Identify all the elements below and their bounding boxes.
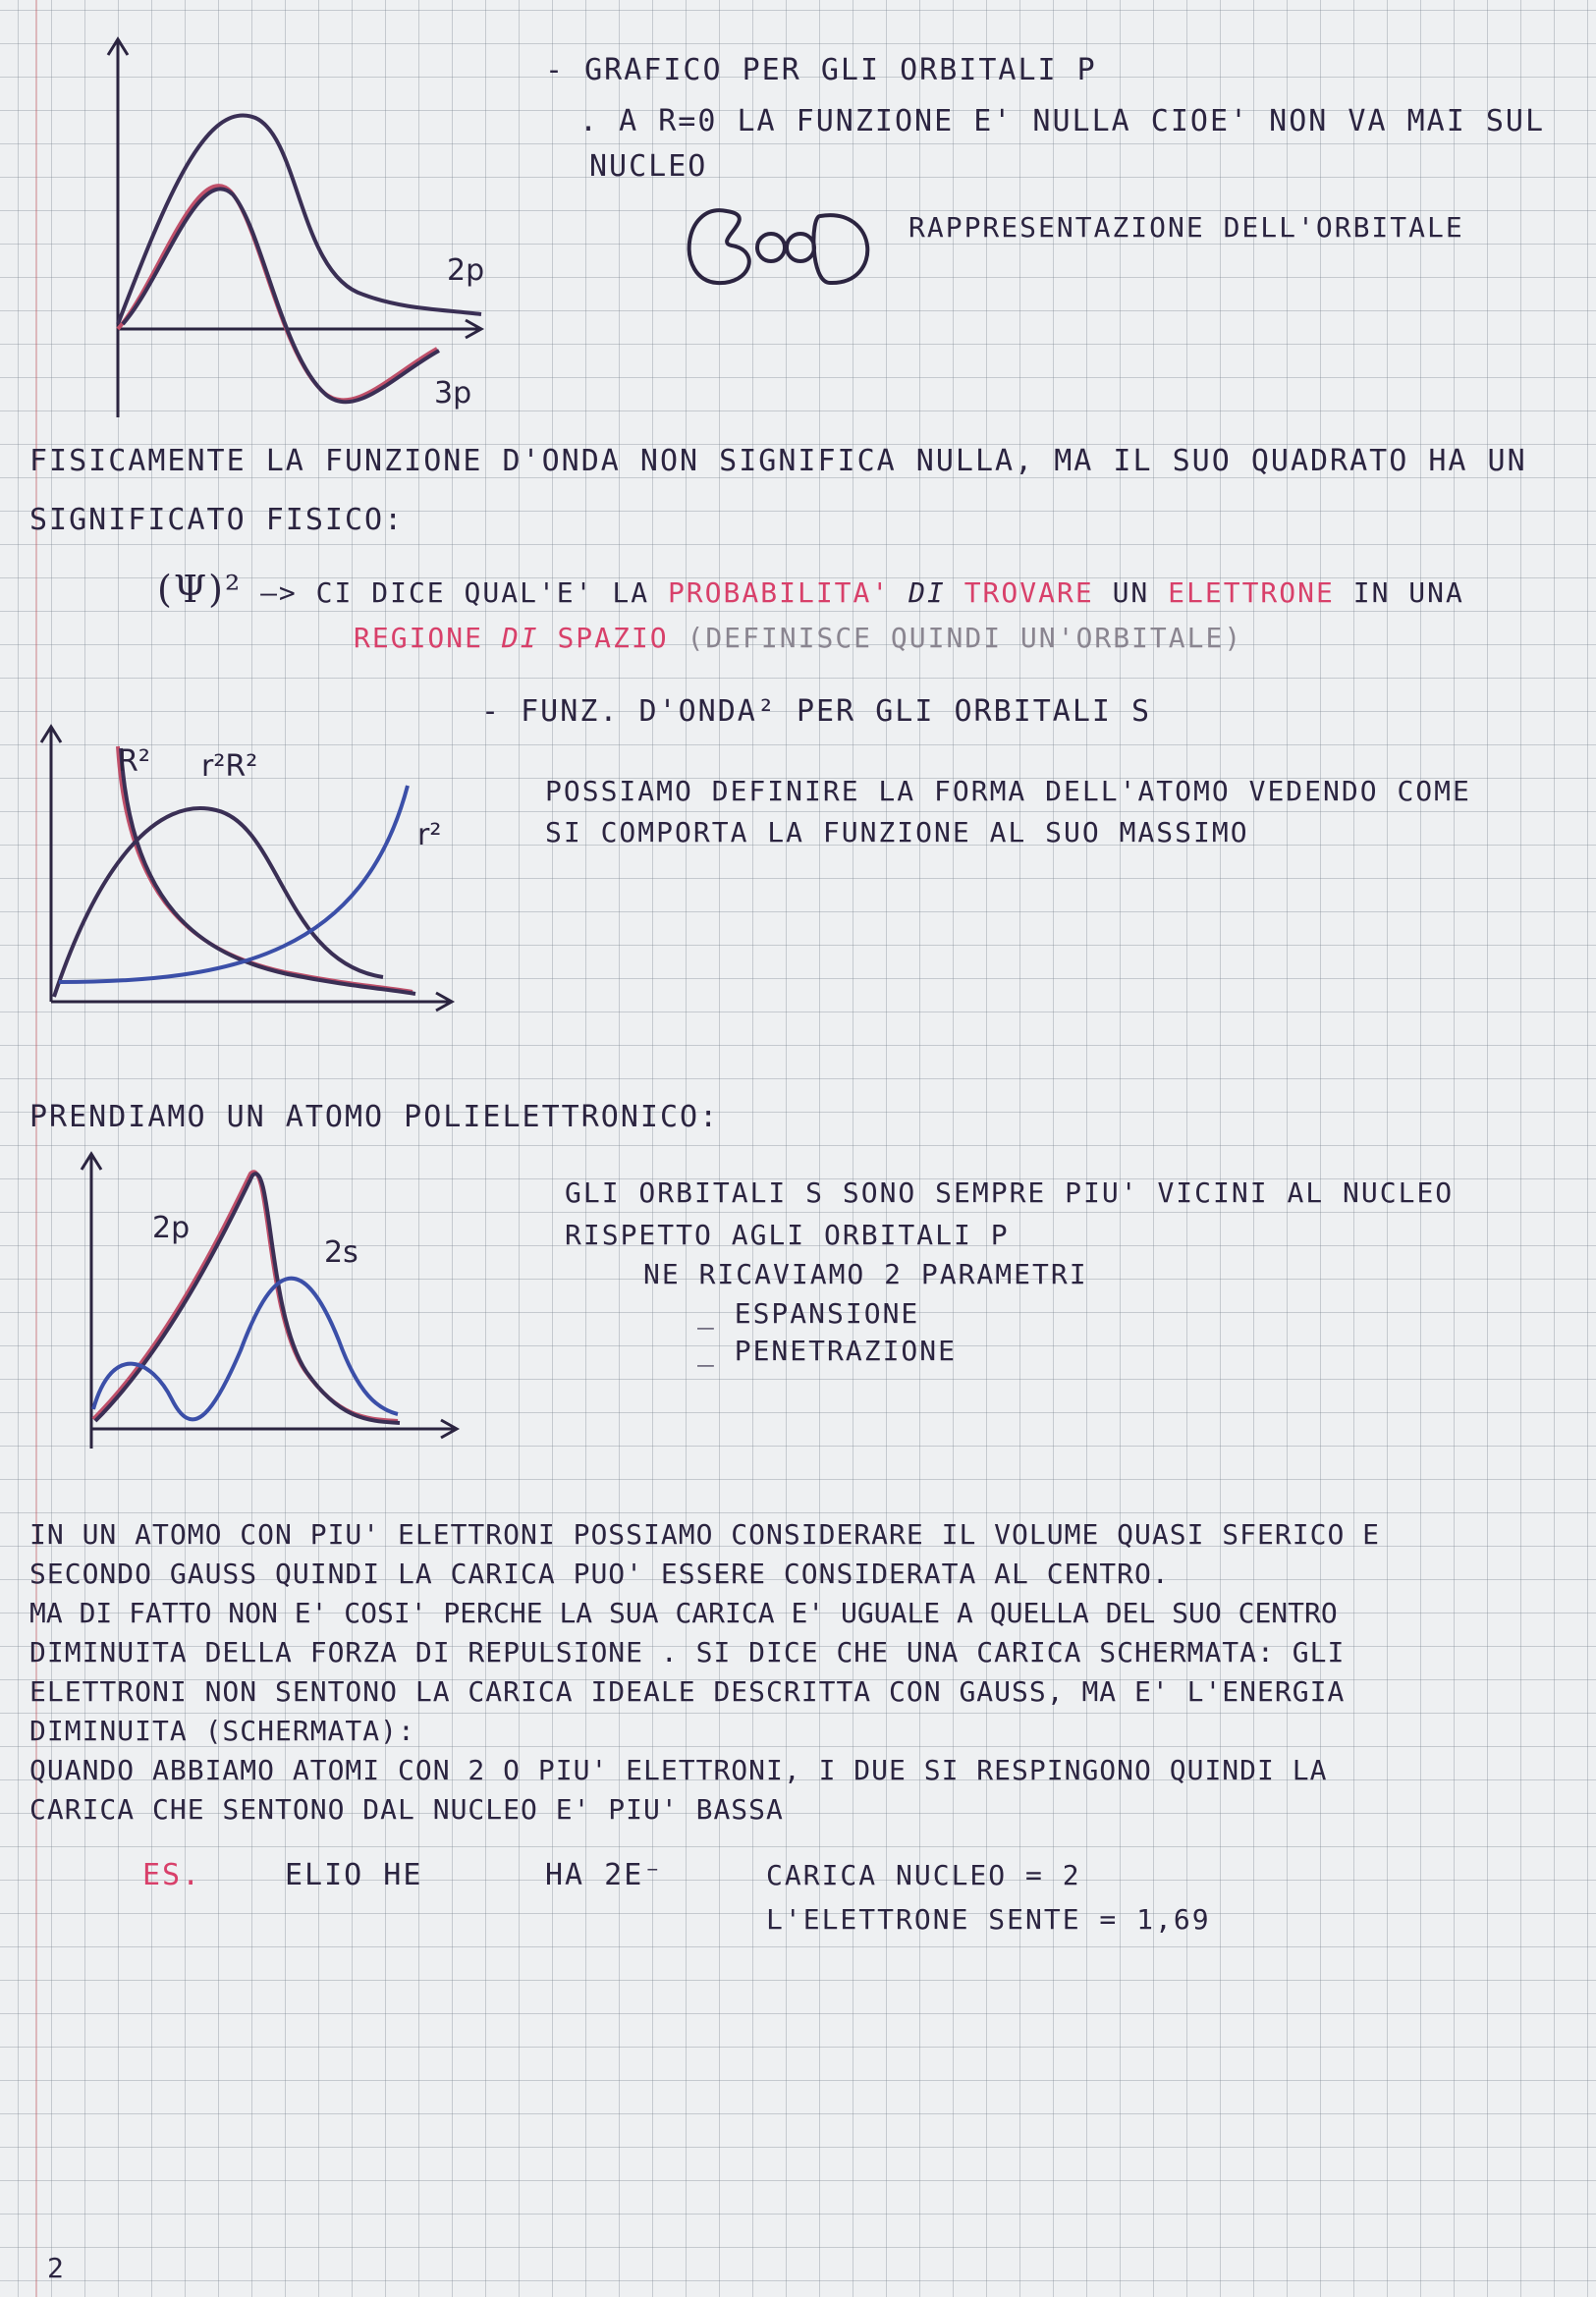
orbital-right-lobe <box>813 215 867 283</box>
highlight-elettrone: ELETTRONE <box>1168 576 1335 609</box>
s4-item1: _ ESPANSIONE <box>697 1297 920 1330</box>
text-defines-orbital: (DEFINISCE QUINDI UN'ORBITALE) <box>687 622 1243 654</box>
s3-line1: - FUNZ. D'ONDA² PER GLI ORBITALI S <box>481 694 1152 729</box>
label-2p: 2p <box>447 253 485 288</box>
margin-line <box>35 0 37 2297</box>
orbital-node-1 <box>757 234 785 261</box>
s1-line3: NUCLEO <box>589 149 708 184</box>
shielding-paragraph <box>29 1515 1571 1830</box>
label-r-squared: r² <box>417 818 442 852</box>
s4-heading: PRENDIAMO UN ATOMO POLIELETTRONICO: <box>29 1100 720 1134</box>
s1-line1: - GRAFICO PER GLI ORBITALI P <box>545 53 1097 87</box>
orbital-shape-drawing <box>673 196 889 295</box>
example-electrons: HA 2E⁻ <box>545 1858 664 1892</box>
text-ci-dice: CI DICE QUAL'E' LA <box>315 576 650 609</box>
text-un: UN <box>1112 576 1150 609</box>
s5-line-1: IN UN ATOMO CON PIU' ELETTRONI POSSIAMO CONSIDERARE IL VOLUME QUASI SFERICO E <box>29 1518 1381 1551</box>
s3-line2: POSSIAMO DEFINIRE LA FORMA DELL'ATOMO VEDENDO COME <box>545 775 1471 807</box>
s2-line2: SIGNIFICATO FISICO: <box>29 503 405 537</box>
curve-r-squared <box>59 786 408 982</box>
orbital-node-2 <box>787 234 814 261</box>
label-3p: 3p <box>434 376 472 410</box>
example-element: ELIO HE <box>285 1858 423 1892</box>
s1-line2: . A R=0 LA FUNZIONE E' NULLA CIOE' NON VA MAI SUL <box>579 104 1546 138</box>
s4-line2: RISPETTO AGLI ORBITALI P <box>565 1219 1010 1251</box>
curve-2p <box>118 115 481 324</box>
curve-2p-poly <box>93 1172 398 1421</box>
s5-line-3: MA DI FATTO NON E' COSI' PERCHE LA SUA CARICA E' UGUALE A QUELLA DEL SUO CENTRO <box>29 1597 1338 1629</box>
s2-line1: FISICAMENTE LA FUNZIONE D'ONDA NON SIGNIFICA NULLA, MA IL SUO QUADRATO HA UN <box>29 444 1527 478</box>
label-2s-poly: 2s <box>324 1235 358 1270</box>
highlight-probabilita: PROBABILITA' <box>667 576 891 609</box>
orbital-left-lobe <box>689 210 749 283</box>
polyelectronic-graph <box>54 1144 467 1458</box>
s3-line3: SI COMPORTA LA FUNZIONE AL SUO MASSIMO <box>545 816 1249 848</box>
s2-region-line <box>354 619 1242 658</box>
curve-3p-overlay <box>123 189 439 402</box>
s5-line-7: QUANDO ABBIAMO ATOMI CON 2 O PIU' ELETTRONI, I DUE SI RESPINGONO QUINDI LA <box>29 1754 1328 1786</box>
text-di-2: DI <box>501 622 539 654</box>
p-orbital-graph <box>88 29 501 422</box>
s5-line-4: DIMINUITA DELLA FORZA DI REPULSIONE . SI DICE CHE UNA CARICA SCHERMATA: GLI <box>29 1636 1346 1668</box>
arrow: —> <box>260 576 298 609</box>
highlight-trovare: TROVARE <box>963 576 1094 609</box>
s4-line1: GLI ORBITALI S SONO SEMPRE PIU' VICINI AL NUCLEO <box>565 1176 1455 1209</box>
example-felt-charge: L'ELETTRONE SENTE = 1,69 <box>766 1903 1211 1936</box>
s5-line-2: SECONDO GAUSS QUINDI LA CARICA PUO' ESSERE CONSIDERATA AL CENTRO. <box>29 1558 1170 1590</box>
curve-2p-poly-overlay <box>95 1174 400 1423</box>
s4-line3: NE RICAVIAMO 2 PARAMETRI <box>643 1258 1088 1290</box>
label-r2R2: r²R² <box>201 749 258 784</box>
s5-line-8: CARICA CHE SENTONO DAL NUCLEO E' PIU' BASSA <box>29 1793 784 1826</box>
example-nucleus-charge: CARICA NUCLEO = 2 <box>766 1859 1081 1891</box>
curve-2s-poly <box>93 1279 398 1420</box>
s-orbital-squared-graph <box>39 707 471 1021</box>
highlight-regione: REGIONE <box>354 622 484 654</box>
s5-line-6: DIMINUITA (SCHERMATA): <box>29 1715 415 1747</box>
highlight-spazio: SPAZIO <box>557 622 669 654</box>
s2-probability-line <box>157 570 1464 613</box>
example-label: ES. <box>142 1858 202 1892</box>
curve-3p <box>118 186 437 400</box>
text-di-1: DI <box>908 576 946 609</box>
label-2p-poly: 2p <box>152 1211 191 1245</box>
s5-line-5: ELETTRONI NON SENTONO LA CARICA IDEALE DESCRITTA CON GAUSS, MA E' L'ENERGIA <box>29 1675 1346 1708</box>
text-in-una: IN UNA <box>1352 576 1464 609</box>
s4-item2: _ PENETRAZIONE <box>697 1335 958 1367</box>
psi-squared-formula: (Ψ)² <box>157 568 243 611</box>
orbital-caption: RAPPRESENTAZIONE DELL'ORBITALE <box>908 211 1464 244</box>
page-number: 2 <box>47 2252 66 2284</box>
label-R-squared: R² <box>118 744 150 779</box>
